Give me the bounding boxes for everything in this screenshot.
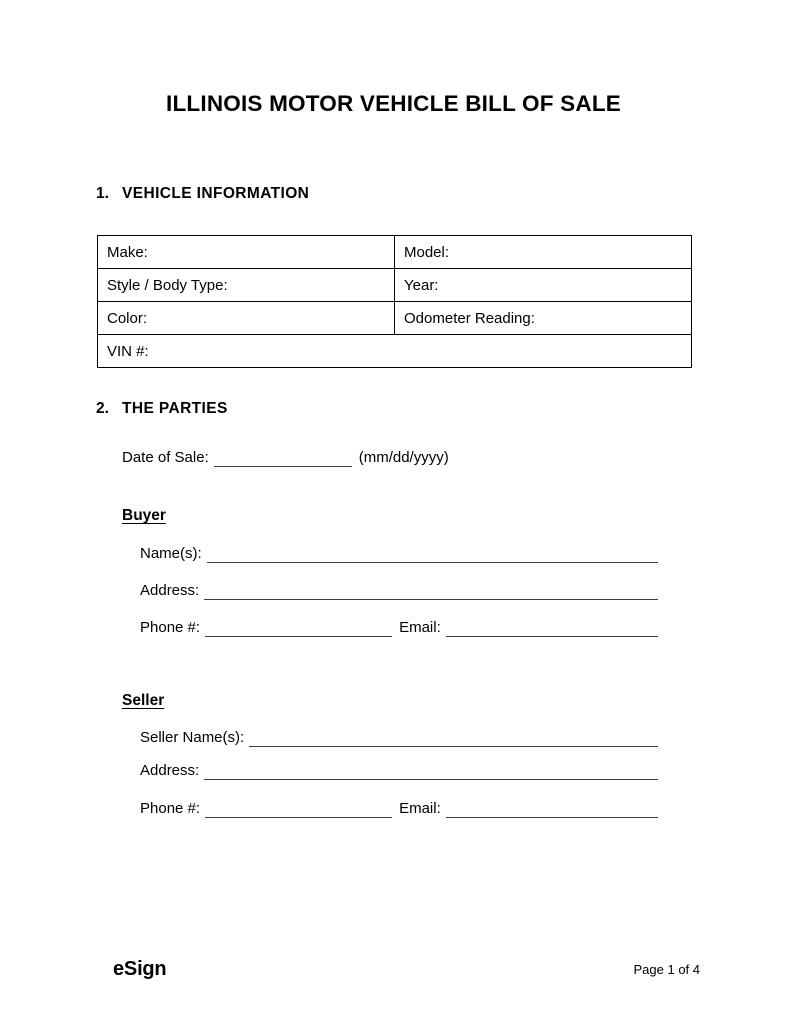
color-field-cell[interactable] [98,302,395,335]
vehicle-information-table [97,235,692,368]
buyer-heading: Buyer [122,507,166,524]
seller-name-input-line[interactable] [249,729,658,747]
document-title: ILLINOIS MOTOR VEHICLE BILL OF SALE [166,91,621,116]
buyer-name-row [140,545,658,563]
buyer-phone-email-row [140,619,658,637]
odometer-label: Odometer Reading: [404,309,535,327]
style-body-type-field-cell[interactable] [98,269,395,302]
make-label: Make: [107,243,148,261]
make-field-cell[interactable] [98,236,395,269]
section-heading-the-parties [96,401,228,417]
model-field-cell[interactable] [395,236,692,269]
buyer-address-input-line[interactable] [204,582,658,600]
odometer-field-cell[interactable] [395,302,692,335]
seller-email-input-line[interactable] [446,800,658,818]
vin-field-cell[interactable] [98,335,692,368]
date-format-hint: (mm/dd/yyyy) [358,449,449,466]
buyer-phone-label: Phone #: [140,619,201,636]
section-number: 2. [96,400,109,417]
buyer-phone-input-line[interactable] [205,619,392,637]
table-row [98,302,692,335]
color-label: Color: [107,309,148,327]
section-number: 1. [96,185,109,202]
table-row [98,236,692,269]
page-number-indicator: Page 1 of 4 [633,962,700,977]
seller-email-label: Email: [399,800,441,817]
seller-address-input-line[interactable] [204,762,658,780]
seller-phone-input-line[interactable] [205,800,392,818]
seller-address-row [140,762,658,780]
buyer-email-label: Email: [399,619,441,636]
esign-logo: eSign [113,958,167,980]
seller-address-label: Address: [140,762,200,779]
seller-name-label: Seller Name(s): [140,729,245,746]
table-row [98,335,692,368]
year-field-cell[interactable] [395,269,692,302]
date-of-sale-label: Date of Sale: [122,449,209,466]
model-label: Model: [404,243,450,261]
section-title: THE PARTIES [122,400,228,417]
buyer-address-row [140,582,658,600]
seller-phone-email-row [140,800,658,818]
section-title: VEHICLE INFORMATION [122,185,310,202]
buyer-name-label: Name(s): [140,545,202,562]
date-of-sale-input-line[interactable] [214,449,352,467]
table-row [98,269,692,302]
style-body-type-label: Style / Body Type: [107,276,228,294]
year-label: Year: [404,276,439,294]
seller-phone-label: Phone #: [140,800,201,817]
seller-heading: Seller [122,692,165,709]
buyer-address-label: Address: [140,582,200,599]
vin-label: VIN #: [107,342,149,360]
buyer-email-input-line[interactable] [446,619,658,637]
date-of-sale-row [122,449,542,467]
section-heading-vehicle-information [96,186,309,202]
seller-name-row [140,729,658,747]
buyer-name-input-line[interactable] [207,545,658,563]
